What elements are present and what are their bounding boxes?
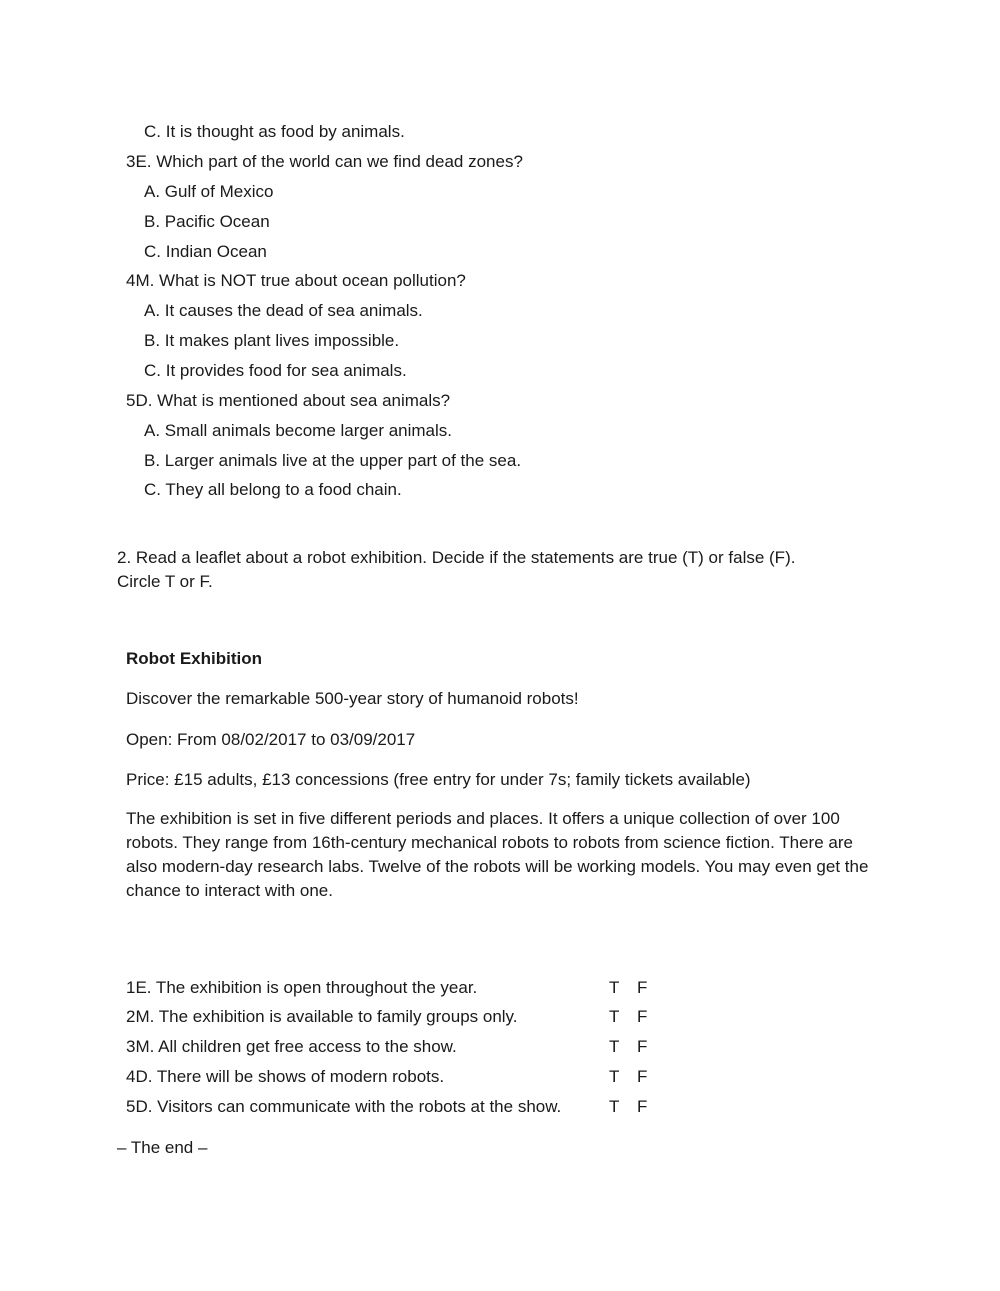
statement-4d: 4D. There will be shows of modern robots. <box>126 1067 445 1086</box>
carryover-option: C. It is thought as food by animals. <box>144 122 405 141</box>
end-marker: – The end – <box>117 1138 208 1157</box>
question-5d: 5D. What is mentioned about sea animals? <box>126 391 451 410</box>
leaflet-price: Price: £15 adults, £13 concessions (free entry for under 7s; family tickets available) <box>126 770 751 789</box>
option-3e-a: A. Gulf of Mexico <box>144 182 274 201</box>
leaflet-title: Robot Exhibition <box>126 649 262 668</box>
option-4m-b: B. It makes plant lives impossible. <box>144 331 400 350</box>
statement-1e-false[interactable]: F <box>637 978 648 997</box>
option-4m-a: A. It causes the dead of sea animals. <box>144 301 423 320</box>
statement-3m-false[interactable]: F <box>637 1037 648 1056</box>
statement-2m-false[interactable]: F <box>637 1007 648 1026</box>
statement-2m-true[interactable]: T <box>609 1007 620 1026</box>
statement-5d: 5D. Visitors can communicate with the robots at the show. <box>126 1097 562 1116</box>
question-4m: 4M. What is NOT true about ocean pollution? <box>126 271 466 290</box>
statement-4d-false[interactable]: F <box>637 1067 648 1086</box>
option-3e-b: B. Pacific Ocean <box>144 212 270 231</box>
statement-2m: 2M. The exhibition is available to family groups only. <box>126 1007 518 1026</box>
part2-instruction-line2: Circle T or F. <box>117 572 213 591</box>
leaflet-tagline: Discover the remarkable 500-year story of humanoid robots! <box>126 689 579 708</box>
option-4m-c: C. It provides food for sea animals. <box>144 361 407 380</box>
option-5d-a: A. Small animals become larger animals. <box>144 421 453 440</box>
option-3e-c: C. Indian Ocean <box>144 242 267 261</box>
part2-instruction-line1: 2. Read a leaflet about a robot exhibition. Decide if the statements are true (T) or false (F). <box>117 548 796 567</box>
statement-5d-true[interactable]: T <box>609 1097 620 1116</box>
statement-4d-true[interactable]: T <box>609 1067 620 1086</box>
question-3e: 3E. Which part of the world can we find dead zones? <box>126 152 523 171</box>
option-5d-c: C. They all belong to a food chain. <box>144 480 402 499</box>
leaflet-description: The exhibition is set in five different periods and places. It offers a unique collection of over 100 robots. They range from 16th-century mechanical robots to robots from science fiction. There are also modern-day research labs. Twelve of the robots will be working models. You may even get the chance to interact with one. <box>126 809 869 900</box>
statement-3m: 3M. All children get free access to the show. <box>126 1037 457 1056</box>
statement-1e: 1E. The exhibition is open throughout the year. <box>126 978 478 997</box>
statement-3m-true[interactable]: T <box>609 1037 620 1056</box>
statement-1e-true[interactable]: T <box>609 978 620 997</box>
leaflet-open-dates: Open: From 08/02/2017 to 03/09/2017 <box>126 730 416 749</box>
statement-5d-false[interactable]: F <box>637 1097 648 1116</box>
option-5d-b: B. Larger animals live at the upper part of the sea. <box>144 451 522 470</box>
